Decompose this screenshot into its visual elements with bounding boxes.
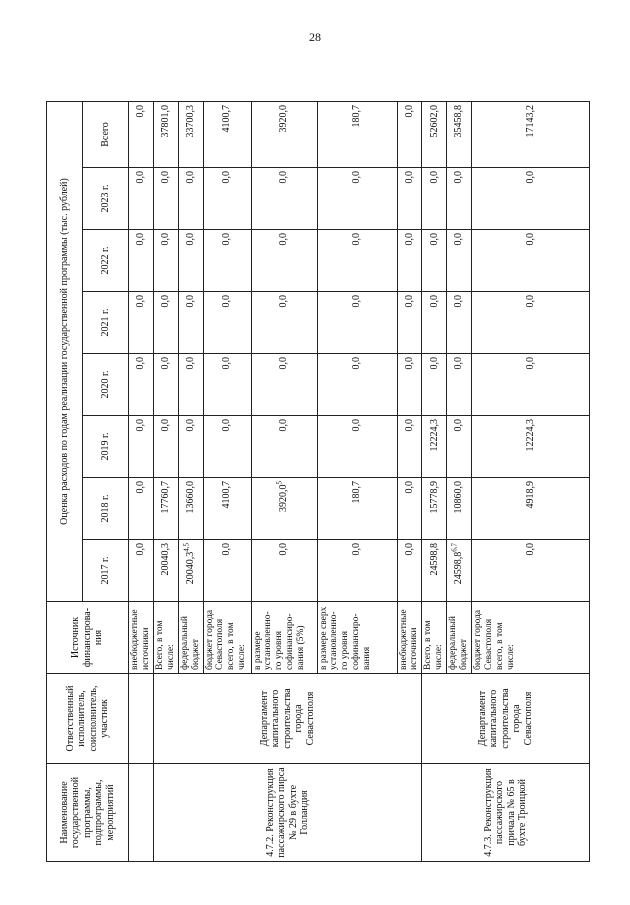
value-cell: 0,0 xyxy=(397,416,422,478)
value-cell: 4918,9 xyxy=(472,478,590,540)
value-cell xyxy=(178,540,203,602)
header-year-2018: 2018 г. xyxy=(83,478,129,540)
value-cell: 0,0 xyxy=(178,416,203,478)
value-cell: 0,0 xyxy=(472,168,590,230)
value-cell: 0,0 xyxy=(397,540,422,602)
value-cell: 0,0 xyxy=(203,292,251,354)
value-cell: 0,0 xyxy=(129,416,154,478)
value-cell: 24598,8 xyxy=(422,540,447,602)
value-cell: 0,0 xyxy=(178,168,203,230)
header-estimate-group: Оценка расходов по годам реализации государственной программы (тыс. рублей) xyxy=(47,102,83,602)
value-cell: 0,0 xyxy=(472,230,590,292)
value-cell: 0,0 xyxy=(129,354,154,416)
rotated-sheet xyxy=(46,102,590,862)
value-cell: 0,0 xyxy=(203,168,251,230)
header-year-2022: 2022 г. xyxy=(83,230,129,292)
name-cell-empty xyxy=(129,764,154,862)
value-cell: 35458,8 xyxy=(447,102,472,168)
table-row xyxy=(129,102,154,862)
footnote-mark: 5 xyxy=(275,481,284,485)
value-cell: 0,0 xyxy=(178,230,203,292)
value-cell: 0,0 xyxy=(178,354,203,416)
source-cell: бюджет города Севастополя всего, в том числе: xyxy=(472,602,590,674)
header-year-2021: 2021 г. xyxy=(83,292,129,354)
value-cell: 4100,7 xyxy=(203,102,251,168)
value-cell: 52602,0 xyxy=(422,102,447,168)
value-cell: 0,0 xyxy=(203,354,251,416)
value-cell: 0,0 xyxy=(153,416,178,478)
value-cell: 4100,7 xyxy=(203,478,251,540)
source-cell: в размере установленно-го уровня софинансиро-вания (5%) xyxy=(251,602,317,674)
source-cell: Всего, в том числе: xyxy=(422,602,447,674)
value-cell: 0,0 xyxy=(397,354,422,416)
value-cell: 0,0 xyxy=(251,540,317,602)
source-cell: Всего, в том числе: xyxy=(153,602,178,674)
value-cell: 180,7 xyxy=(317,478,397,540)
value-cell: 0,0 xyxy=(178,292,203,354)
table-row xyxy=(153,102,178,862)
source-cell: федеральный бюджет xyxy=(447,602,472,674)
value-cell: 180,7 xyxy=(317,102,397,168)
header-name: Наименование государственной программы, подпрограммы, мероприятий xyxy=(47,764,129,862)
value-cell: 0,0 xyxy=(129,478,154,540)
value-cell: 0,0 xyxy=(251,230,317,292)
table-row xyxy=(422,102,447,862)
source-cell: в размере сверх установленно-го уровня софинансиро-вания xyxy=(317,602,397,674)
item-name-4-7-2: 4.7.2. Реконструкция пассажирского пирса № 29 в бухте Голландия xyxy=(153,764,422,862)
value-cell: 0,0 xyxy=(317,416,397,478)
value-cell: 0,0 xyxy=(251,354,317,416)
value-cell: 0,0 xyxy=(203,230,251,292)
source-cell: внебюджетные источники xyxy=(129,602,154,674)
value-cell: 0,0 xyxy=(422,354,447,416)
value-cell: 0,0 xyxy=(447,168,472,230)
value-cell: 13660,0 xyxy=(178,478,203,540)
value-cell: 0,0 xyxy=(317,540,397,602)
value-cell: 0,0 xyxy=(317,292,397,354)
value-cell: 0,0 xyxy=(153,292,178,354)
item-responsible-4-7-2: Департамент капитального строительства города Севастополя xyxy=(153,674,422,764)
value-cell: 0,0 xyxy=(251,292,317,354)
responsible-cell-empty xyxy=(129,674,154,764)
footnote-mark: 4,5 xyxy=(182,543,191,552)
value-cell: 0,0 xyxy=(129,292,154,354)
value-cell: 0,0 xyxy=(317,230,397,292)
value-cell: 0,0 xyxy=(397,478,422,540)
value-cell: 0,0 xyxy=(447,354,472,416)
header-year-2017: 2017 г. xyxy=(83,540,129,602)
source-cell: федеральный бюджет xyxy=(178,602,203,674)
value-cell: 0,0 xyxy=(422,292,447,354)
value-cell: 0,0 xyxy=(129,168,154,230)
value-cell: 0,0 xyxy=(397,292,422,354)
value-cell: 0,0 xyxy=(472,540,590,602)
value-cell: 0,0 xyxy=(397,168,422,230)
value-cell: 12224,3 xyxy=(472,416,590,478)
value-cell: 3920,0 xyxy=(251,102,317,168)
item-name-4-7-3: 4.7.3. Реконструкция пассажирского причала № 65 в бухте Троицкой xyxy=(422,764,590,862)
value-cell: 0,0 xyxy=(422,230,447,292)
financing-table xyxy=(46,101,590,862)
value-cell: 0,0 xyxy=(251,168,317,230)
value-cell: 0,0 xyxy=(447,416,472,478)
value-cell: 0,0 xyxy=(397,230,422,292)
value-cell: 10860,0 xyxy=(447,478,472,540)
value-cell xyxy=(447,540,472,602)
value-cell: 0,0 xyxy=(317,354,397,416)
value-cell: 0,0 xyxy=(129,230,154,292)
page-number: 28 xyxy=(309,30,321,44)
value-cell: 0,0 xyxy=(397,102,422,168)
source-cell: внебюджетные источники xyxy=(397,602,422,674)
header-total: Всего xyxy=(83,102,129,168)
item-responsible-4-7-3: Департамент капитального строительства города Севастополя xyxy=(422,674,590,764)
value-cell: 0,0 xyxy=(447,230,472,292)
value-text: 3920,0 xyxy=(278,484,290,512)
value-cell xyxy=(251,478,317,540)
value-cell: 0,0 xyxy=(153,168,178,230)
value-cell: 15778,9 xyxy=(422,478,447,540)
value-cell: 0,0 xyxy=(447,292,472,354)
header-row-1 xyxy=(47,102,83,862)
value-cell: 0,0 xyxy=(472,354,590,416)
header-source: Источник финансирова-ния xyxy=(47,602,129,674)
value-cell: 0,0 xyxy=(251,416,317,478)
value-cell: 37801,0 xyxy=(153,102,178,168)
value-cell: 20040,3 xyxy=(153,540,178,602)
header-year-2023: 2023 г. xyxy=(83,168,129,230)
header-responsible: Ответственный исполнитель, соисполнитель, участник xyxy=(47,674,129,764)
value-cell: 0,0 xyxy=(129,540,154,602)
header-year-2019: 2019 г. xyxy=(83,416,129,478)
source-cell: бюджет города Севастополя всего, в том числе: xyxy=(203,602,251,674)
value-cell: 0,0 xyxy=(317,168,397,230)
value-cell: 0,0 xyxy=(422,168,447,230)
value-cell: 12224,3 xyxy=(422,416,447,478)
value-text: 24598,8 xyxy=(453,551,465,585)
value-cell: 33700,3 xyxy=(178,102,203,168)
value-cell: 17760,7 xyxy=(153,478,178,540)
value-cell: 17143,2 xyxy=(472,102,590,168)
value-cell: 0,0 xyxy=(153,230,178,292)
value-cell: 0,0 xyxy=(153,354,178,416)
value-cell: 0,0 xyxy=(472,292,590,354)
value-cell: 0,0 xyxy=(203,540,251,602)
footnote-mark: 6,7 xyxy=(451,543,460,552)
value-text: 20040,3 xyxy=(184,551,196,585)
value-cell: 0,0 xyxy=(203,416,251,478)
value-cell: 0,0 xyxy=(129,102,154,168)
header-year-2020: 2020 г. xyxy=(83,354,129,416)
